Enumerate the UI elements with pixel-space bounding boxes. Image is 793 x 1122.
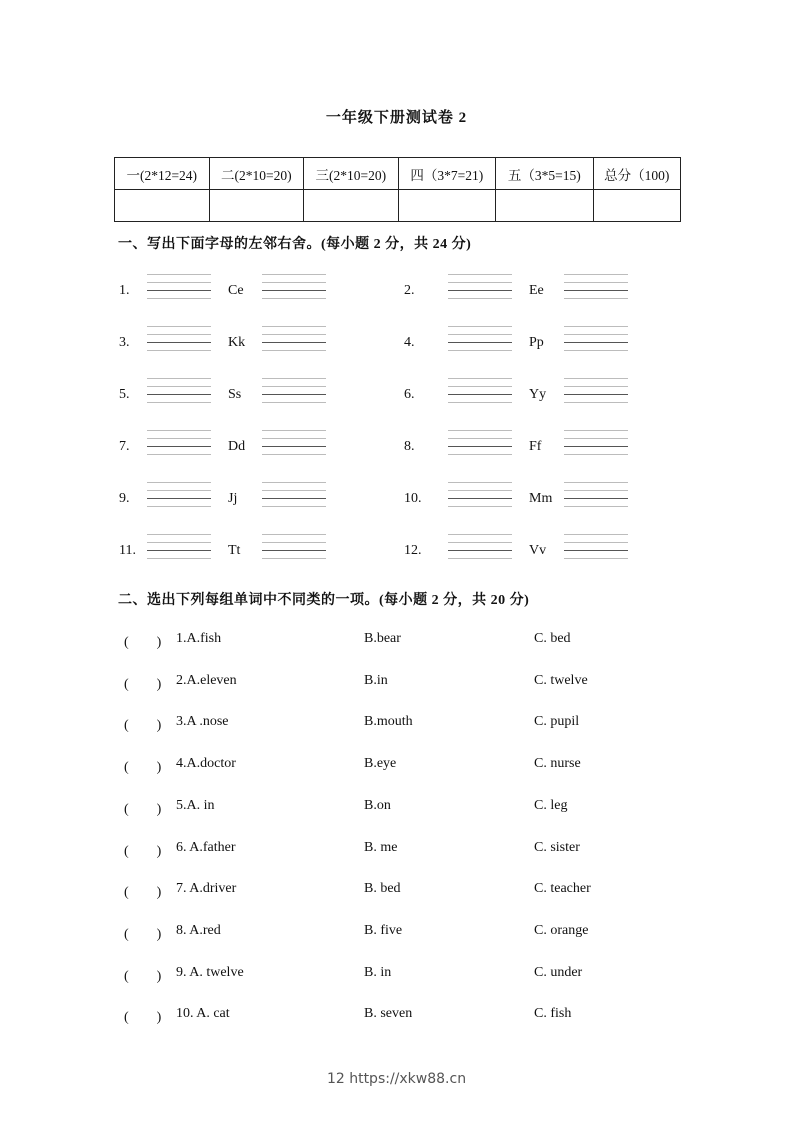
- letter-pair: Jj: [228, 491, 238, 506]
- writing-line: [262, 334, 326, 335]
- writing-line: [262, 542, 326, 543]
- writing-line: [564, 350, 628, 351]
- option-b: B. in: [364, 964, 392, 980]
- writing-lines[interactable]: [262, 482, 326, 512]
- answer-bracket[interactable]: ( ): [124, 968, 162, 984]
- item-number: 3.: [119, 335, 130, 350]
- writing-lines[interactable]: [262, 534, 326, 564]
- score-value-cell[interactable]: [496, 190, 593, 222]
- writing-line: [448, 550, 512, 551]
- writing-line: [262, 506, 326, 507]
- writing-line: [448, 498, 512, 499]
- option-b: B. seven: [364, 1006, 413, 1022]
- answer-bracket[interactable]: ( ): [124, 885, 162, 901]
- writing-line: [147, 558, 211, 559]
- writing-line: [147, 350, 211, 351]
- writing-line: [564, 454, 628, 455]
- writing-line: [448, 378, 512, 379]
- score-value-cell[interactable]: [115, 190, 210, 222]
- writing-line: [147, 506, 211, 507]
- answer-bracket[interactable]: ( ): [124, 926, 162, 942]
- writing-line: [262, 282, 326, 283]
- writing-line: [262, 558, 326, 559]
- writing-line: [147, 334, 211, 335]
- option-c: C. under: [534, 964, 583, 980]
- writing-line: [262, 438, 326, 439]
- answer-bracket[interactable]: ( ): [124, 718, 162, 734]
- writing-line: [262, 534, 326, 535]
- writing-lines[interactable]: [262, 326, 326, 356]
- writing-line: [147, 326, 211, 327]
- writing-line: [262, 394, 326, 395]
- writing-line: [262, 274, 326, 275]
- writing-lines[interactable]: [448, 430, 512, 460]
- writing-line: [147, 282, 211, 283]
- answer-bracket[interactable]: ( ): [124, 760, 162, 776]
- writing-line: [564, 386, 628, 387]
- writing-line: [564, 550, 628, 551]
- writing-line: [147, 274, 211, 275]
- score-value-row: [115, 190, 681, 222]
- letter-pair: Mm: [529, 491, 553, 506]
- writing-line: [564, 394, 628, 395]
- score-header-cell: 二(2*10=20): [209, 158, 304, 190]
- answer-bracket[interactable]: ( ): [124, 843, 162, 859]
- page-footer: 12 https://xkw88.cn: [326, 1071, 467, 1087]
- option-b: B.mouth: [364, 714, 413, 730]
- writing-line: [147, 438, 211, 439]
- writing-lines[interactable]: [147, 430, 211, 460]
- option-a: 4.A.doctor: [176, 756, 236, 772]
- score-header-cell: 总分（100): [593, 158, 680, 190]
- item-number: 6.: [404, 387, 415, 402]
- letter-pair: Ff: [529, 439, 542, 454]
- item-number: 12.: [404, 543, 422, 558]
- writing-line: [564, 558, 628, 559]
- writing-line: [147, 290, 211, 291]
- score-value-cell[interactable]: [209, 190, 304, 222]
- option-c: C. sister: [534, 839, 580, 855]
- writing-line: [147, 430, 211, 431]
- writing-line: [564, 282, 628, 283]
- writing-line: [147, 386, 211, 387]
- writing-line: [147, 482, 211, 483]
- writing-line: [448, 542, 512, 543]
- letter-pair: Tt: [228, 543, 241, 558]
- option-c: C. leg: [534, 797, 568, 813]
- score-value-cell[interactable]: [398, 190, 495, 222]
- writing-lines[interactable]: [564, 482, 628, 512]
- option-b: B.bear: [364, 631, 401, 646]
- writing-line: [262, 430, 326, 431]
- option-a: 7. A.driver: [176, 881, 237, 897]
- writing-line: [147, 490, 211, 491]
- item-number: 4.: [404, 335, 415, 350]
- letter-pair: Vv: [529, 543, 547, 558]
- letter-pair: Ee: [529, 283, 544, 298]
- writing-line: [262, 350, 326, 351]
- writing-line: [147, 378, 211, 379]
- writing-line: [147, 342, 211, 343]
- writing-line: [448, 454, 512, 455]
- writing-line: [147, 534, 211, 535]
- writing-line: [564, 534, 628, 535]
- writing-line: [448, 282, 512, 283]
- option-b: B. me: [364, 839, 398, 855]
- writing-lines[interactable]: [147, 326, 211, 356]
- option-c: C. pupil: [534, 714, 580, 730]
- writing-line: [262, 378, 326, 379]
- writing-line: [448, 386, 512, 387]
- option-b: B. bed: [364, 881, 401, 897]
- writing-line: [564, 290, 628, 291]
- answer-bracket[interactable]: ( ): [124, 635, 162, 650]
- score-header-row: [115, 158, 681, 190]
- section2-heading: 二、选出下列每组单词中不同类的一项。(每小题 2 分，共 20 分): [118, 593, 530, 608]
- writing-line: [448, 326, 512, 327]
- option-c: C. twelve: [534, 672, 588, 688]
- score-value-cell[interactable]: [304, 190, 399, 222]
- writing-lines[interactable]: [147, 274, 211, 304]
- writing-lines[interactable]: [564, 430, 628, 460]
- writing-lines[interactable]: [564, 534, 628, 564]
- option-a: 1.A.fish: [176, 631, 222, 646]
- score-table: [114, 157, 681, 222]
- writing-line: [564, 542, 628, 543]
- option-c: C. orange: [534, 922, 589, 938]
- writing-line: [564, 446, 628, 447]
- option-a: 8. A.red: [176, 922, 221, 938]
- option-c: C. teacher: [534, 881, 591, 897]
- writing-line: [564, 334, 628, 335]
- writing-lines[interactable]: [564, 378, 628, 408]
- writing-line: [448, 558, 512, 559]
- writing-line: [564, 378, 628, 379]
- writing-line: [262, 550, 326, 551]
- option-b: B. five: [364, 922, 403, 938]
- letter-pair: Kk: [228, 335, 246, 350]
- writing-line: [564, 402, 628, 403]
- option-a: 5.A. in: [176, 797, 215, 813]
- item-number: 2.: [404, 283, 415, 298]
- writing-line: [564, 490, 628, 491]
- writing-line: [147, 498, 211, 499]
- option-a: 6. A.father: [176, 839, 236, 855]
- writing-line: [262, 482, 326, 483]
- writing-line: [147, 446, 211, 447]
- option-b: B.in: [364, 672, 388, 688]
- writing-line: [448, 334, 512, 335]
- answer-bracket[interactable]: ( ): [124, 1010, 162, 1026]
- item-number: 5.: [119, 387, 130, 402]
- option-a: 2.A.eleven: [176, 672, 237, 688]
- writing-line: [448, 298, 512, 299]
- letter-pair: Ss: [228, 387, 242, 402]
- writing-lines[interactable]: [147, 534, 211, 564]
- writing-line: [448, 402, 512, 403]
- option-a: 3.A .nose: [176, 714, 229, 730]
- writing-line: [564, 506, 628, 507]
- option-a: 9. A. twelve: [176, 964, 244, 980]
- page-title: 一年级下册测试卷 2: [325, 110, 468, 126]
- item-number: 8.: [404, 439, 415, 454]
- letter-pair: Dd: [228, 439, 246, 454]
- option-c: C. nurse: [534, 756, 581, 772]
- writing-lines[interactable]: [564, 274, 628, 304]
- writing-line: [564, 438, 628, 439]
- writing-line: [564, 430, 628, 431]
- score-value-cell[interactable]: [593, 190, 680, 222]
- writing-line: [564, 298, 628, 299]
- writing-line: [448, 490, 512, 491]
- writing-line: [262, 402, 326, 403]
- writing-line: [147, 550, 211, 551]
- writing-line: [262, 290, 326, 291]
- writing-lines[interactable]: [448, 274, 512, 304]
- writing-line: [147, 394, 211, 395]
- answer-bracket[interactable]: ( ): [124, 801, 162, 817]
- writing-line: [564, 342, 628, 343]
- writing-lines[interactable]: [448, 534, 512, 564]
- writing-line: [448, 394, 512, 395]
- option-b: B.eye: [364, 756, 397, 772]
- writing-line: [147, 542, 211, 543]
- score-header-cell: 四（3*7=21): [398, 158, 495, 190]
- item-number: 11.: [119, 543, 136, 558]
- writing-line: [448, 534, 512, 535]
- item-number: 9.: [119, 491, 130, 506]
- writing-line: [448, 342, 512, 343]
- writing-lines[interactable]: [448, 482, 512, 512]
- score-header-cell: 五（3*5=15): [496, 158, 593, 190]
- section1-heading: 一、写出下面字母的左邻右舍。(每小题 2 分，共 24 分): [118, 237, 472, 252]
- writing-line: [448, 290, 512, 291]
- writing-lines[interactable]: [147, 378, 211, 408]
- letter-pair: Yy: [529, 387, 547, 402]
- writing-line: [448, 446, 512, 447]
- writing-lines[interactable]: [262, 274, 326, 304]
- option-c: C. bed: [534, 631, 571, 646]
- writing-line: [147, 454, 211, 455]
- writing-lines[interactable]: [448, 326, 512, 356]
- option-b: B.on: [364, 797, 391, 813]
- writing-line: [564, 482, 628, 483]
- item-number: 7.: [119, 439, 130, 454]
- writing-line: [448, 274, 512, 275]
- writing-line: [262, 298, 326, 299]
- writing-lines[interactable]: [564, 326, 628, 356]
- writing-lines[interactable]: [147, 482, 211, 512]
- writing-line: [448, 506, 512, 507]
- item-number: 1.: [119, 283, 130, 298]
- writing-line: [262, 454, 326, 455]
- writing-line: [147, 298, 211, 299]
- letter-pair: Pp: [529, 335, 544, 350]
- writing-line: [448, 482, 512, 483]
- writing-line: [564, 274, 628, 275]
- writing-lines[interactable]: [448, 378, 512, 408]
- option-c: C. fish: [534, 1006, 572, 1022]
- item-number: 10.: [404, 491, 422, 506]
- writing-lines[interactable]: [262, 378, 326, 408]
- writing-line: [262, 498, 326, 499]
- writing-line: [564, 326, 628, 327]
- option-a: 10. A. cat: [176, 1006, 230, 1022]
- answer-bracket[interactable]: ( ): [124, 676, 162, 692]
- letter-pair: Ce: [228, 283, 244, 298]
- score-header-cell: 三(2*10=20): [304, 158, 399, 190]
- score-header-cell: 一(2*12=24): [115, 158, 210, 190]
- writing-line: [262, 490, 326, 491]
- writing-line: [262, 386, 326, 387]
- writing-line: [448, 430, 512, 431]
- writing-lines[interactable]: [262, 430, 326, 460]
- writing-line: [262, 326, 326, 327]
- writing-line: [262, 446, 326, 447]
- writing-line: [147, 402, 211, 403]
- writing-line: [564, 498, 628, 499]
- writing-line: [448, 350, 512, 351]
- writing-line: [448, 438, 512, 439]
- writing-line: [262, 342, 326, 343]
